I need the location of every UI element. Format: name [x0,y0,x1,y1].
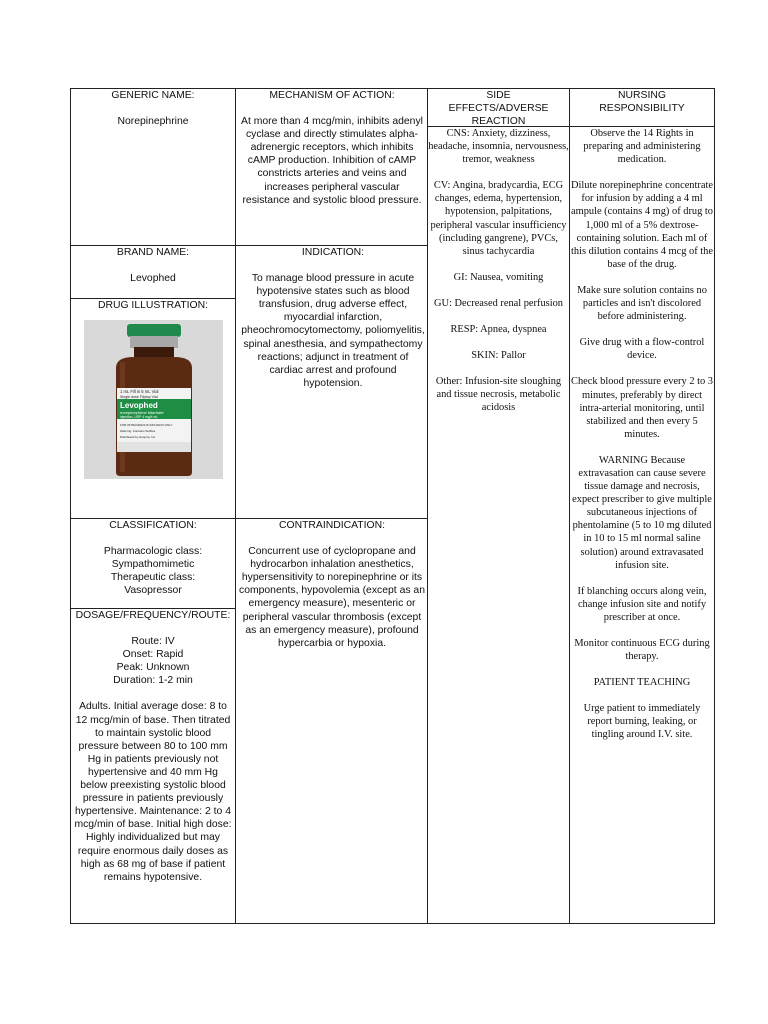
vial-strength-text: injection, USP 4 mg/4 mL [120,415,159,419]
dosage-line: Peak: Unknown [116,662,190,674]
mechanism-cell [240,89,424,207]
side-effect-gu: GU: Decreased renal perfusion [434,297,563,309]
nursing-item: Make sure solution contains no particles and isn't discolored before administering. [577,284,707,323]
dosage-line: Onset: Rapid [122,649,184,661]
vial-cap [127,324,181,337]
classification-line: Sympathomimetic [111,559,195,571]
brand-name-value: Levophed [130,273,176,285]
side-effect-other: Other: Infusion-site sloughing and tissue necrosis, metabolic acidosis [435,376,562,414]
dosage-cell [74,609,232,884]
nursing-item: Monitor continuous ECG during therapy. [574,638,710,663]
border-right [714,88,715,924]
brand-name-cell [72,246,234,285]
side-effect-gi: GI: Nausea, vomiting [453,271,544,283]
generic-name-label: GENERIC NAME: [111,90,195,101]
nursing-item: Check blood pressure every 2 to 3 minutes, preferably by direct intra-arterial monitoring, until stabilized and then every 5 minutes. [571,376,713,440]
patient-teaching-heading: PATIENT TEACHING [593,677,691,689]
side-effects-header-line: SIDE [486,90,511,101]
indication-label: INDICATION: [301,247,365,258]
vial-fill-text: 1 mL Fill in 5 mL Vial [120,389,159,394]
vial-drug-text: norepinephrine bitartrate [120,410,164,415]
classification-line: Vasopressor [124,585,182,597]
side-effects-header-line: REACTION [471,116,526,128]
levophed-vial-image [84,320,223,479]
drug-study-table [70,88,715,924]
side-effect-cv: CV: Angina, bradycardia, ECG changes, edema, hypertension, hypotension, palpitations, peripheral vascular insufficiency (including gangrene), PVCs, sinus tachycardia [430,180,567,257]
dosage-line: Route: IV [131,636,175,648]
side-effect-skin: SKIN: Pallor [471,350,526,362]
nursing-item: Give drug with a flow-control device. [579,337,705,362]
dosage-text: Adults. Initial average dose: 8 to 12 mcg/min of base. Then titrated to maintain systolic blood pressure between 80 to 100 mm Hg in patients previously not hypertensive and 40 mm Hg below preexisting systolic blood pressure in patients previously hypertensive. Maintenance: 2 to 4 mcg/min of base. Initial high dose: Highly individualized but may require enormous daily doses as high as 68 mg of base if patient remains hypotensive. [74,701,232,883]
nursing-item: Urge patient to immediately report burning, leaking, or tingling around I.V. site. [583,703,701,741]
contraindication-cell [238,519,426,650]
mechanism-label: MECHANISM OF ACTION: [269,90,395,101]
indication-text: To manage blood pressure in acute hypotensive states such as blood transfusion, drug adverse effect, myocardial infarction, pheochromocytomectomy, poliomyelitis, spinal anesthesia, and sympathectomy reactions; adjunct in treatment of cardiac arrest and profound hypotension. [241,273,425,389]
nursing-header-line: RESPONSIBILITY [599,103,685,115]
nursing-item: Dilute norepinephrine concentrate for infusion by adding a 4 ml ampule (contains 4 mg) of drug to 1,000 ml of a 5% dextrose-containing solution. Each ml of this dilution contains 4 mcg of the base of the drug. [571,180,713,270]
generic-name-value: Norepinephrine [117,116,189,128]
drug-illustration-label: DRUG ILLUSTRATION: [97,300,209,311]
dosage-label: DOSAGE/FREQUENCY/ROUTE: [75,610,231,621]
vial-route-text: FOR INTRAVENOUS INFUSION ONLY [120,423,173,427]
nursing-header-line: NURSING [618,90,666,101]
brand-name-label: BRAND NAME: [116,247,190,258]
side-effects-header [428,89,569,128]
vial-maker-text: Distributed by Hospira, Inc. [120,435,157,439]
drug-vial-photo [84,320,223,479]
vial-brand-text: Levophed [120,401,158,410]
border-left [70,88,71,924]
divider-col-1 [235,88,236,924]
mechanism-text: At more than 4 mcg/min, inhibits adenyl cyclase and directly stimulates alpha-adrenergic receptors, which inhibits cAMP production. Inhibition of cAMP constricts arteries and veins and increases peripheral vascular resistance and systolic blood pressure. [241,116,423,206]
nursing-header [570,89,714,115]
contraindication-label: CONTRAINDICATION: [278,520,386,531]
classification-cell [72,519,234,597]
contraindication-text: Concurrent use of cyclopropane and hydrocarbon inhalation anesthetics, hypersensitivity to norepinephrine or its components, hypovolemia (except as an emergency measure), mesenteric or peripheral vascular thrombosis (except as an emergency measure), profound hypercarbia or hypoxia. [239,546,425,649]
classification-label: CLASSIFICATION: [109,520,197,531]
nursing-item: Observe the 14 Rights in preparing and administering medication. [583,128,701,166]
nursing-item: If blanching occurs along vein, change infusion site and notify prescriber at once. [577,585,707,623]
side-effect-resp: RESP: Apnea, dyspnea [450,324,547,336]
vial-crimp [130,336,178,348]
side-effects-header-line: EFFECTS/ADVERSE [448,103,549,115]
vial-warning-text: Warning: Contains Sulfites [120,429,156,433]
dosage-line: Duration: 1-2 min [113,675,193,687]
indication-cell [240,246,426,390]
side-effects-list [428,127,569,415]
generic-name-cell [72,89,234,128]
classification-line: Pharmacologic class: [103,546,203,558]
drug-illustration-cell [72,299,234,312]
nursing-item-warning: WARNING Because extravasation can cause severe tissue damage and necrosis, expect prescriber to give multiple subcutaneous injections of phentolamine (5 to 10 mg diluted in 10 to 15 ml normal saline solution) around extravasated infusion site. [572,454,712,571]
border-bottom [70,923,715,924]
classification-line: Therapeutic class: [110,572,196,584]
vial-single-dose-text: Single dose Fliptop Vial [120,395,158,399]
nursing-list [570,127,714,742]
side-effect-cns: CNS: Anxiety, dizziness, headache, insomnia, nervousness, tremor, weakness [428,128,569,166]
